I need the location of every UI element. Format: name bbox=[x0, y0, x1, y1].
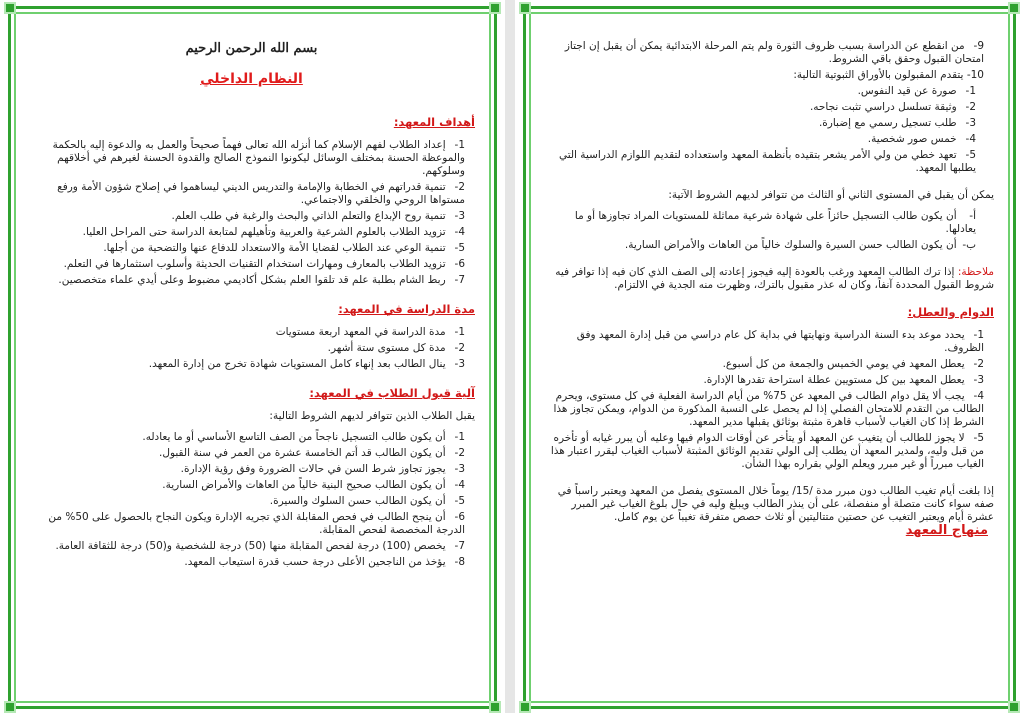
right-page bbox=[515, 0, 1024, 713]
study-duration-heading: مدة الدراسة في المعهد: bbox=[338, 302, 475, 316]
list-item: 2- تنمية قدراتهم في الخطابة والإمامة والتدريس الديني ليساهموا في إصلاح شؤون الأمة ورفع مستواها الروحي والخلقي والاجتماعي. bbox=[57, 181, 465, 206]
list-item: ب- أن يكون الطالب حسن السيرة والسلوك خالياً من العاهات والأمراض السارية. bbox=[624, 239, 976, 251]
admission-list-continued bbox=[543, 40, 994, 82]
list-item: 7- ربط الشام بطلبة علم قد تلقوا العلم بشكل أكاديمي مضبوط وعلى أيدي علماء متخصصين. bbox=[58, 274, 465, 286]
corner-ornament bbox=[4, 701, 16, 713]
list-item: 5- لا يجوز للطالب أن يتغيب عن المعهد أو يتأخر عن أوقات الدوام فيها وعليه أن يبرر غيابه أو تأخره من قبل وليه، ولمدير المعهد أن يطلب إلى الولي تقديم الوثائق المثبتة لأسباب الغياب ليقرر اعتبار هذا الغياب مبرراً أو غير مبرر ويعلم الولي بقراره بهذا الشأن. bbox=[550, 432, 984, 470]
page-gap bbox=[505, 0, 515, 713]
left-page-content bbox=[28, 30, 475, 693]
corner-ornament bbox=[1008, 2, 1020, 14]
list-item: 4- خمس صور شخصية. bbox=[867, 133, 976, 145]
list-item: 3- طلب تسجيل رسمي مع إضبارة. bbox=[818, 117, 976, 129]
admission-intro: يقبل الطلاب الذين تتوافر لديهم الشروط التالية: bbox=[269, 410, 475, 422]
closing-paragraph bbox=[543, 485, 994, 538]
document-title: النظام الداخلي bbox=[200, 71, 303, 87]
list-item: 2- أن يكون الطالب قد أتم الخامسة عشرة من العمر في سنة القبول. bbox=[159, 447, 465, 459]
corner-ornament bbox=[519, 701, 531, 713]
note-paragraph bbox=[543, 266, 994, 292]
list-item: 4- أن يكون الطالب صحيح البنية خالياً من العاهات والأمراض السارية. bbox=[162, 479, 465, 491]
list-item: 3- يعطل المعهد بين كل مستويين عطلة استراحة تقدرها الإدارة. bbox=[703, 374, 984, 386]
levels-list bbox=[543, 210, 994, 252]
attendance-heading: الدوام والعطل: bbox=[907, 305, 994, 319]
list-item: 1- أن يكون طالب التسجيل ناجحاً من الصف التاسع الأساسي أو ما يعادله. bbox=[142, 431, 465, 443]
list-item: 5- تنمية الوعي عند الطلاب لقضايا الأمة والاستعداد للدفاع عنها والتضحية من أجلها. bbox=[103, 242, 465, 254]
list-item: أ- أن يكون طالب التسجيل حائزاً على شهادة شرعية مماثلة للمستويات المراد تجاوزها أو ما يعادلها. bbox=[574, 210, 976, 235]
list-item: 1- صورة عن قيد النفوس. bbox=[857, 85, 976, 97]
list-item: 4- يجب ألا يقل دوام الطالب في المعهد عن 75% من أيام الدراسة الفعلية في كل مستوى، ويحرم الطالب من التقدم للامتحان الفصلي إذا لم يحصل على النسبة المذكورة من الدوام، ويمكن تجاوز هذا الشرط إذا كان الغياب لأسباب قاهرة مثبتة بوثائق يقبلها مدير المعهد. bbox=[553, 390, 984, 428]
list-item: 1- مدة الدراسة في المعهد اربعة مستويات bbox=[275, 326, 465, 338]
signature: منهاج المعهد bbox=[905, 523, 988, 538]
attendance-list bbox=[543, 329, 994, 471]
list-item: 1- يحدد موعد بدء السنة الدراسية ونهايتها في بداية كل عام دراسي من قبل إدارة المعهد وفق الظروف. bbox=[576, 329, 984, 354]
list-item: 8- يؤخذ من الناجحين الأعلى درجة حسب قدرة استيعاب المعهد. bbox=[184, 556, 465, 568]
corner-ornament bbox=[489, 701, 501, 713]
list-item: 5- أن يكون الطالب حسن السلوك والسيرة. bbox=[269, 495, 465, 507]
corner-ornament bbox=[489, 2, 501, 14]
list-item: 3- تنمية روح الإبداع والتعلم الذاتي والبحث والرغبة في طلب العلم. bbox=[171, 210, 465, 222]
list-item: 6- تزويد الطلاب بالمعارف ومهارات استخدام التقنيات الحديثة وأسلوب استثمارها في التعلم. bbox=[63, 258, 465, 270]
list-item: 5- تعهد خطي من ولي الأمر يشعر بتقيده بأنظمة المعهد واستعداده لتقديم اللوازم الدراسية التي يطلبها المعهد. bbox=[558, 149, 976, 174]
documents-list bbox=[543, 85, 994, 175]
study-duration-list bbox=[28, 326, 475, 371]
list-item: 4- تزويد الطلاب بالعلوم الشرعية والعربية وتأهيلهم لمتابعة الدراسة حتى المراحل العليا. bbox=[82, 226, 465, 238]
levels-intro: يمكن أن يقبل في المستوى الثاني أو الثالث من تتوافر لديهم الشروط الآتية: bbox=[668, 189, 994, 201]
corner-ornament bbox=[1008, 701, 1020, 713]
admission-list bbox=[28, 431, 475, 569]
list-item: 2- مدة كل مستوى ستة أشهر. bbox=[327, 342, 465, 354]
left-page bbox=[0, 0, 505, 713]
basmala: بسم الله الرحمن الرحيم bbox=[185, 41, 318, 56]
right-page-content bbox=[543, 40, 994, 693]
list-item: 3- ينال الطالب بعد إنهاء كامل المستويات شهادة تخرج من إدارة المعهد. bbox=[148, 358, 465, 370]
list-item: 7- يخصص (100) درجة لفحص المقابلة منها (50) درجة للشخصية و(50) درجة للثقافة العامة. bbox=[55, 540, 465, 552]
list-item: 2- وثيقة تسلسل دراسي تثبت نجاحه. bbox=[809, 101, 976, 113]
list-item: 1- إعداد الطلاب لفهم الإسلام كما أنزله الله تعالى فهماً صحيحاً والعمل به والدعوة إليه بالحكمة والموعظة الحسنة بمختلف الوسائل ليكونوا النموذج الصالح والقدوة الحسنة لغيرهم في أخلاقهم وسلوكهم. bbox=[52, 139, 465, 177]
list-item: 3- يجوز تجاوز شرط السن في حالات الضرورة وفق رؤية الإدارة. bbox=[180, 463, 465, 475]
list-item: 6- أن ينجح الطالب في فحص المقابلة الذي تجريه الإدارة ويكون النجاح بالحصول على 50% من الدرجة المخصصة لفحص المقابلة. bbox=[48, 511, 465, 536]
goals-heading: أهداف المعهد: bbox=[393, 115, 475, 129]
list-item: 2- يعطل المعهد في يومي الخميس والجمعة من كل أسبوع. bbox=[722, 358, 984, 370]
list-item: 9- من انقطع عن الدراسة بسبب ظروف الثورة ولم يتم المرحلة الابتدائية يمكن أن يقبل إن اجتاز امتحان القبول وحقق باقي الشروط. bbox=[564, 40, 984, 65]
corner-ornament bbox=[519, 2, 531, 14]
admission-heading: آلية قبول الطلاب في المعهد: bbox=[309, 386, 475, 400]
note-text: إذا ترك الطالب المعهد ورغب بالعودة إليه فيجوز إعادته إلى الصف الذي كان فيه إذا توافر فيه شروط القبول المحددة آنفاً، وكان له عذر مقبول بالترك، وظهرت منه الجدية في الالتزام. bbox=[555, 266, 994, 291]
corner-ornament bbox=[4, 2, 16, 14]
goals-list bbox=[28, 139, 475, 287]
note-label: ملاحظة: bbox=[957, 266, 994, 278]
list-item: 10- يتقدم المقبولون بالأوراق الثبوتية التالية: bbox=[793, 69, 984, 81]
closing-text: إذا بلغت أيام تغيب الطالب دون مبرر مدة /15/ يوماً خلال المستوى يفصل من المعهد ويعتبر راسباً في صفه سواء كانت متصلة أو منفصلة، على أن ينذر الطالب ويبلغ وليه في حال بلوغ الغياب غير المبرر عشرة أيام ويعتبر التغيب عن حصتين متتاليتين أو ثلاث حصص متفرقة تغيباً عن يوم كامل. bbox=[557, 485, 994, 523]
